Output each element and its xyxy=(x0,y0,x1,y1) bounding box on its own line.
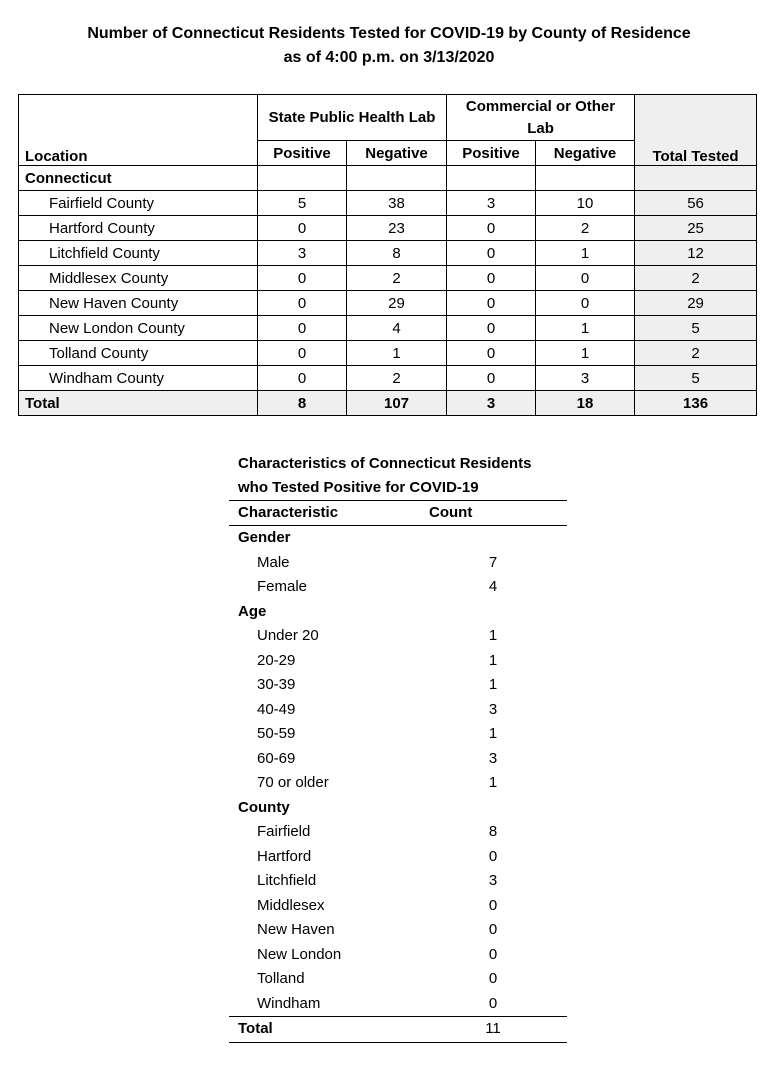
county-label: Tolland xyxy=(257,970,305,987)
characteristics-total-count: 11 xyxy=(485,1020,501,1037)
total-tested: 136 xyxy=(635,391,757,416)
state-negative-cell: 4 xyxy=(347,316,447,341)
table-row xyxy=(19,191,757,216)
comm-negative-cell: 10 xyxy=(536,191,635,216)
characteristics-title-line-2: who Tested Positive for COVID-19 xyxy=(238,479,479,496)
group-label-county: County xyxy=(238,798,290,816)
age-count: 3 xyxy=(488,749,498,767)
list-item xyxy=(229,918,567,943)
gender-label: Female xyxy=(257,578,308,595)
characteristics-title xyxy=(229,452,567,500)
list-item xyxy=(229,698,567,723)
list-item xyxy=(229,845,567,870)
column-header-comm-negative: Negative xyxy=(536,141,635,166)
list-item xyxy=(229,820,567,845)
list-item xyxy=(229,722,567,747)
comm-positive-cell: 0 xyxy=(447,316,536,341)
page-title xyxy=(0,22,778,70)
total-label: Total xyxy=(19,391,258,416)
characteristics-title-line-1: Characteristics of Connecticut Residents xyxy=(238,455,532,472)
total-tested-cell: 12 xyxy=(635,241,757,266)
county-count: 8 xyxy=(488,823,498,840)
age-label: 50-59 xyxy=(257,725,296,742)
list-item xyxy=(229,649,567,674)
list-item xyxy=(229,673,567,698)
total-tested-cell: 56 xyxy=(635,191,757,216)
county-count: 0 xyxy=(488,945,498,963)
county-label: Fairfield xyxy=(257,823,311,840)
comm-positive-cell: 0 xyxy=(447,266,536,291)
county-label: Windham xyxy=(257,994,321,1012)
county-label: New Haven xyxy=(257,921,335,938)
state-positive-cell: 3 xyxy=(258,241,347,266)
county-name: New London County xyxy=(19,316,258,341)
comm-positive-cell: 0 xyxy=(447,291,536,316)
characteristics-table xyxy=(229,452,567,1043)
table-row xyxy=(19,216,757,241)
total-row xyxy=(19,391,757,416)
age-label: 20-29 xyxy=(257,651,296,669)
age-label: Under 20 xyxy=(257,627,319,644)
column-header-state-positive: Positive xyxy=(258,141,347,166)
state-positive-cell: 0 xyxy=(258,366,347,391)
state-positive-cell: 5 xyxy=(258,191,347,216)
total-tested-cell: 2 xyxy=(635,341,757,366)
group-header-commercial-lab: Commercial or Other Lab xyxy=(447,95,635,141)
comm-negative-cell: 1 xyxy=(536,241,635,266)
state-negative-cell: 8 xyxy=(347,241,447,266)
gender-count: 7 xyxy=(488,553,498,571)
table-row xyxy=(19,316,757,341)
state-negative-cell: 23 xyxy=(347,216,447,241)
state-label: Connecticut xyxy=(19,166,258,191)
characteristics-total-label: Total xyxy=(238,1020,273,1037)
column-header-state-negative: Negative xyxy=(347,141,447,166)
county-name: Tolland County xyxy=(19,341,258,366)
age-count: 1 xyxy=(488,651,498,669)
county-name: Hartford County xyxy=(19,216,258,241)
table-row xyxy=(19,266,757,291)
total-comm-positive: 3 xyxy=(447,391,536,416)
table-row xyxy=(19,291,757,316)
state-negative-cell: 29 xyxy=(347,291,447,316)
column-header-location: Location xyxy=(19,141,258,166)
state-negative-cell: 38 xyxy=(347,191,447,216)
comm-negative-cell: 1 xyxy=(536,316,635,341)
comm-negative-cell: 1 xyxy=(536,341,635,366)
state-positive-cell: 0 xyxy=(258,316,347,341)
list-item xyxy=(229,575,567,600)
county-label: Middlesex xyxy=(257,896,325,914)
list-item xyxy=(229,967,567,992)
age-count: 1 xyxy=(488,627,498,644)
total-comm-negative: 18 xyxy=(536,391,635,416)
total-tested-cell: 25 xyxy=(635,216,757,241)
group-label-age: Age xyxy=(238,602,267,620)
county-label: Litchfield xyxy=(257,872,317,889)
county-count: 0 xyxy=(488,847,498,865)
list-item xyxy=(229,624,567,649)
list-item xyxy=(229,551,567,576)
group-header-state-lab: State Public Health Lab xyxy=(258,95,447,141)
header-blank xyxy=(19,95,258,141)
state-negative-cell: 1 xyxy=(347,341,447,366)
age-label: 40-49 xyxy=(257,700,296,718)
county-name: New Haven County xyxy=(19,291,258,316)
column-header-total-tested: Total Tested xyxy=(635,141,757,166)
county-count: 0 xyxy=(488,994,498,1012)
gender-label: Male xyxy=(257,553,290,571)
age-label: 60-69 xyxy=(257,749,296,767)
gender-count: 4 xyxy=(488,578,498,595)
header-total-blank xyxy=(635,95,757,141)
county-name: Fairfield County xyxy=(19,191,258,216)
state-negative-cell: 2 xyxy=(347,266,447,291)
list-item xyxy=(229,992,567,1017)
column-header-characteristic: Characteristic xyxy=(238,504,339,521)
total-tested-cell: 2 xyxy=(635,266,757,291)
total-tested-cell: 5 xyxy=(635,366,757,391)
comm-positive-cell: 0 xyxy=(447,341,536,366)
age-count: 3 xyxy=(488,700,498,718)
county-name: Litchfield County xyxy=(19,241,258,266)
list-item xyxy=(229,869,567,894)
age-count: 1 xyxy=(488,676,498,693)
table-row xyxy=(19,341,757,366)
state-positive-cell: 0 xyxy=(258,266,347,291)
county-count: 0 xyxy=(488,921,498,938)
county-label: Hartford xyxy=(257,847,312,865)
list-item xyxy=(229,771,567,796)
total-state-positive: 8 xyxy=(258,391,347,416)
title-line-1: Number of Connecticut Residents Tested for COVID-19 by County of Residence xyxy=(87,25,691,42)
state-positive-cell: 0 xyxy=(258,216,347,241)
comm-negative-cell: 2 xyxy=(536,216,635,241)
column-header-count: Count xyxy=(429,504,473,521)
comm-negative-cell: 0 xyxy=(536,266,635,291)
total-tested-cell: 29 xyxy=(635,291,757,316)
age-count: 1 xyxy=(488,725,498,742)
column-header-comm-positive: Positive xyxy=(447,141,536,166)
testing-table xyxy=(18,94,757,416)
title-line-2: as of 4:00 p.m. on 3/13/2020 xyxy=(283,49,495,66)
total-tested-cell: 5 xyxy=(635,316,757,341)
county-name: Middlesex County xyxy=(19,266,258,291)
county-count: 0 xyxy=(488,896,498,914)
comm-positive-cell: 0 xyxy=(447,216,536,241)
table-row xyxy=(19,241,757,266)
county-count: 3 xyxy=(488,872,498,889)
comm-negative-cell: 0 xyxy=(536,291,635,316)
comm-positive-cell: 0 xyxy=(447,366,536,391)
comm-positive-cell: 0 xyxy=(447,241,536,266)
state-negative-cell: 2 xyxy=(347,366,447,391)
comm-positive-cell: 3 xyxy=(447,191,536,216)
age-label: 30-39 xyxy=(257,676,296,693)
county-name: Windham County xyxy=(19,366,258,391)
table-row xyxy=(19,366,757,391)
state-positive-cell: 0 xyxy=(258,291,347,316)
county-count: 0 xyxy=(488,970,498,987)
state-positive-cell: 0 xyxy=(258,341,347,366)
comm-negative-cell: 3 xyxy=(536,366,635,391)
list-item xyxy=(229,943,567,968)
age-count: 1 xyxy=(488,774,498,791)
list-item xyxy=(229,894,567,919)
total-state-negative: 107 xyxy=(347,391,447,416)
group-label-gender: Gender xyxy=(238,529,291,546)
county-label: New London xyxy=(257,945,342,963)
list-item xyxy=(229,747,567,772)
age-label: 70 or older xyxy=(257,774,329,791)
